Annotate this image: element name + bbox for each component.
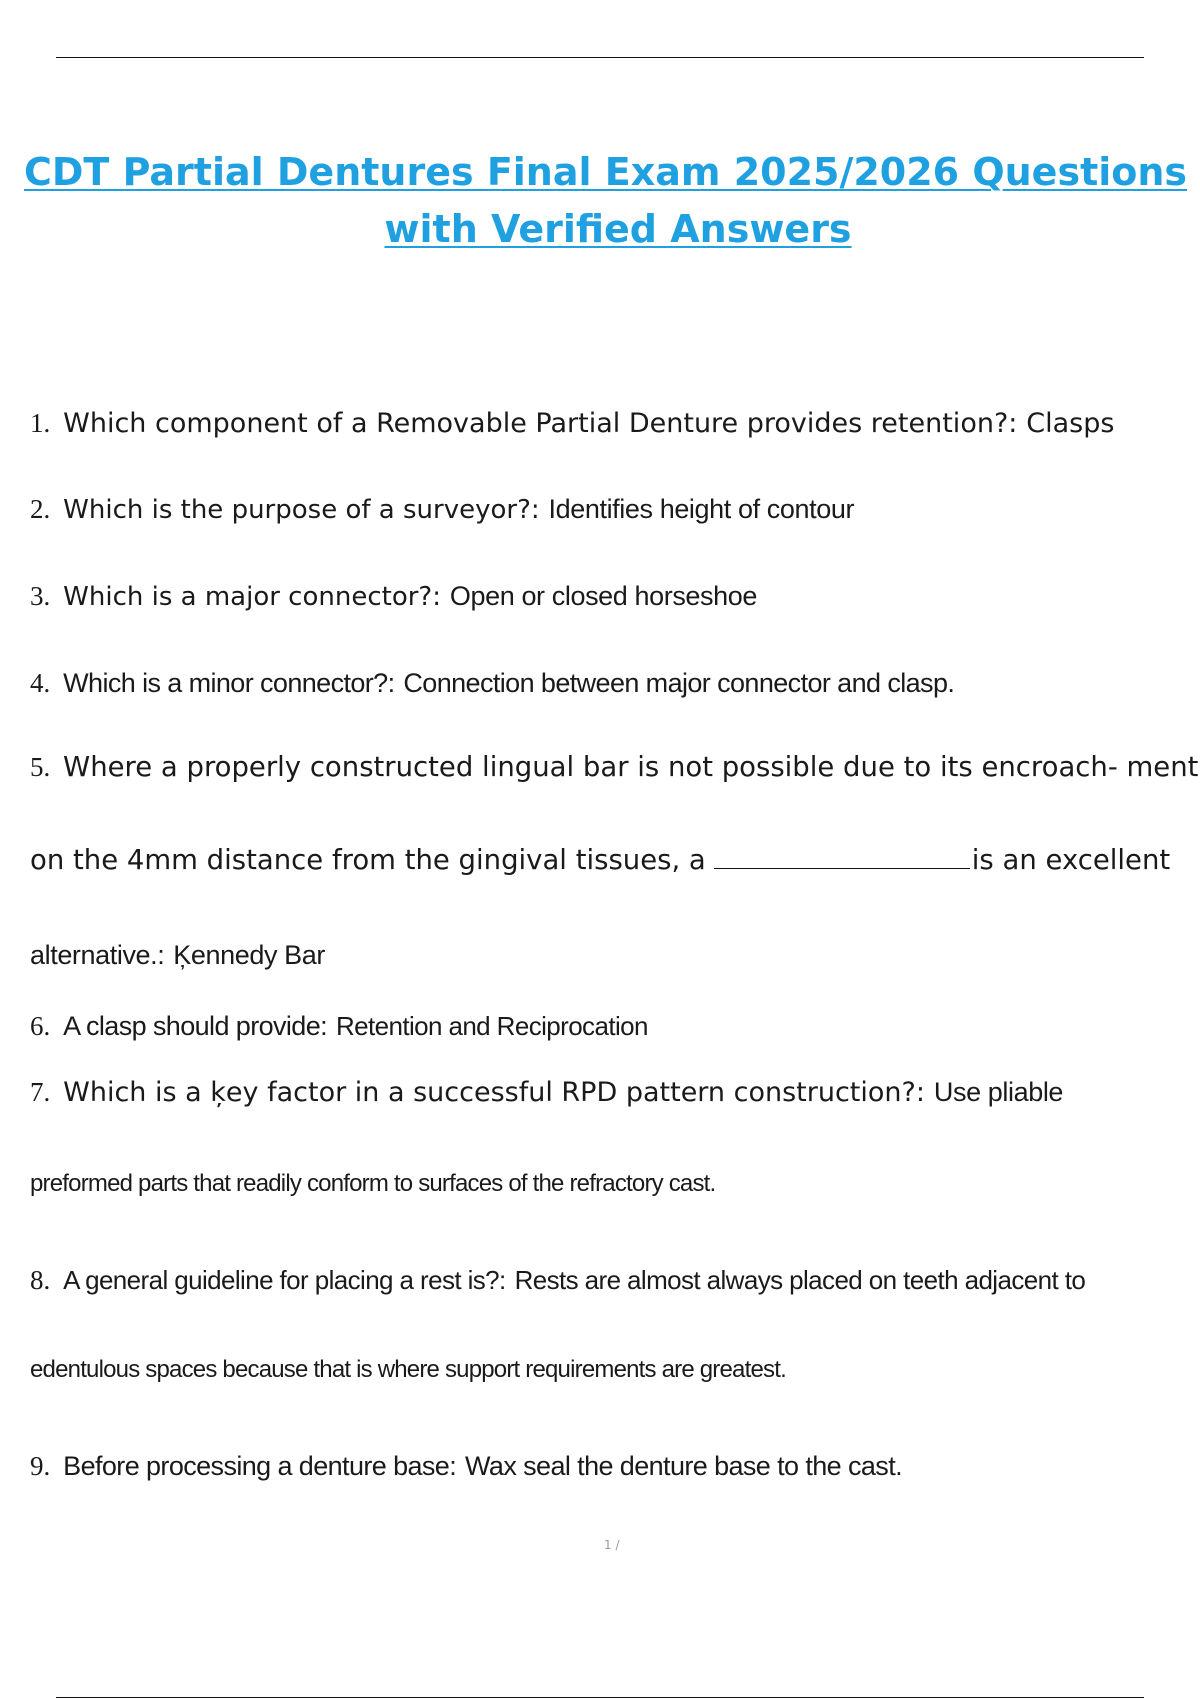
question-answer: Use pliable	[933, 1077, 1064, 1107]
question-5-line1	[30, 749, 1198, 785]
question-number: 1.	[30, 408, 51, 438]
page-number: 1 /	[604, 1538, 620, 1552]
question-7-answer-continued: preformed parts that readily conform to surfaces of the refractory cast.	[30, 1170, 716, 1197]
question-number: 4.	[30, 668, 51, 698]
question-answer: Rests are almost always placed on teeth adjacent to	[514, 1265, 1086, 1295]
question-6	[30, 1008, 648, 1044]
question-stem: Which component of a Removable Partial Denture provides retention?:	[63, 408, 1018, 439]
question-stem: Which is a major connector?:	[63, 582, 441, 612]
question-stem: A general guideline for placing a rest is?:	[63, 1265, 506, 1295]
question-stem: Before processing a denture base:	[63, 1451, 457, 1481]
question-stem: Which is the purpose of a surveyor?:	[63, 495, 540, 525]
question-8	[30, 1262, 1085, 1298]
question-8-answer-continued: edentulous spaces because that is where support requirements are greatest.	[30, 1356, 786, 1383]
question-stem: alternative.:	[30, 940, 165, 970]
question-stem: A clasp should provide:	[63, 1011, 328, 1041]
question-5-line3	[30, 937, 325, 973]
question-number: 7.	[30, 1077, 51, 1107]
question-answer: Ķennedy Bar	[173, 940, 325, 970]
top-rule	[56, 57, 1144, 58]
document-title-line1: CDT Partial Dentures Final Exam 2025/2026 Questions	[24, 150, 1188, 194]
question-stem-before-blank: on the 4mm distance from the gingival tissues, a	[30, 844, 706, 876]
question-stem: Where a properly constructed lingual bar is not possible due to its encroach- ment	[63, 751, 1199, 783]
question-number: 2.	[30, 494, 51, 524]
question-9	[30, 1448, 902, 1484]
question-4	[30, 665, 954, 701]
fill-in-blank	[714, 844, 970, 869]
question-stem: Which is a ķey factor in a successful RPD pattern construction?:	[63, 1077, 925, 1108]
question-number: 8.	[30, 1265, 51, 1295]
question-number: 5.	[30, 752, 51, 782]
question-2	[30, 491, 854, 528]
question-answer: Wax seal the denture base to the cast.	[465, 1451, 902, 1481]
question-stem: Which is a minor connector?:	[63, 668, 395, 698]
question-answer: Identifies height of contour	[548, 494, 855, 524]
question-answer: Clasps	[1026, 408, 1115, 439]
question-3	[30, 578, 757, 615]
question-1	[30, 405, 1114, 442]
question-stem-after-blank: is an excellent	[971, 844, 1171, 876]
bottom-rule	[56, 1697, 1144, 1698]
question-5-line2	[30, 842, 1170, 878]
question-number: 3.	[30, 581, 51, 611]
question-7	[30, 1074, 1063, 1111]
question-answer: Open or closed horseshoe	[449, 581, 757, 611]
document-title-line2-text: with Verified Answers	[384, 207, 852, 251]
document-title-line2	[0, 207, 1200, 251]
question-answer: Retention and Reciprocation	[335, 1011, 648, 1041]
question-number: 9.	[30, 1451, 51, 1481]
question-number: 6.	[30, 1011, 51, 1041]
question-answer: Connection between major connector and clasp.	[403, 668, 955, 698]
